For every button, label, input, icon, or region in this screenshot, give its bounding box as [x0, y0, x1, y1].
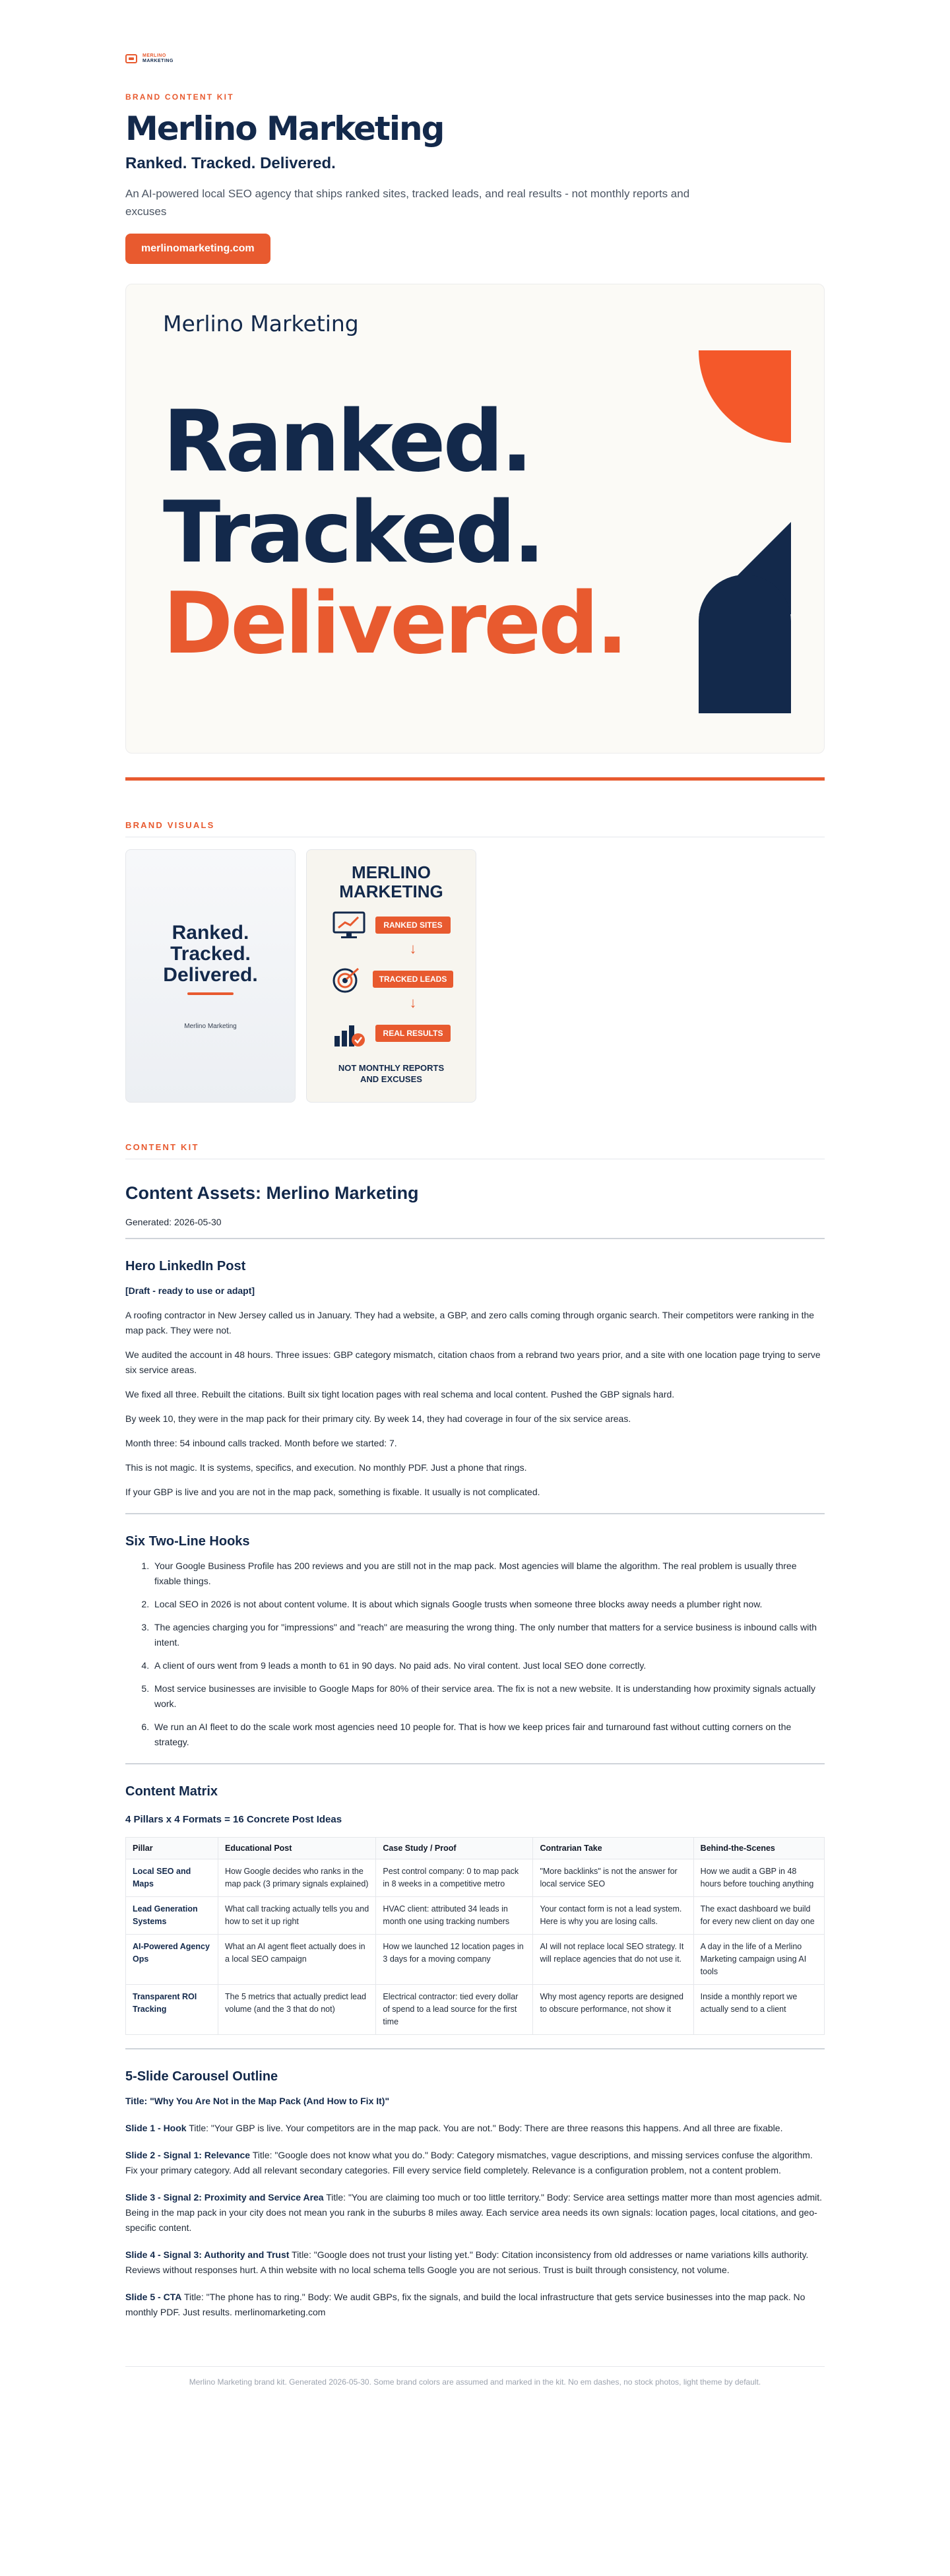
page-footer: Merlino Marketing brand kit. Generated 2026-05-30. Some brand colors are assumed and marked in the kit. No em dashes, no stock photos, light theme by default.: [125, 2366, 825, 2426]
hooks-heading: Six Two-Line Hooks: [125, 1534, 250, 1549]
hero-line-tracked: Tracked.: [163, 484, 543, 582]
carousel-title: [125, 2094, 825, 2109]
table-cell-pillar: Local SEO and Maps: [126, 1859, 218, 1897]
table-cell: "More backlinks" is not the answer for local service SEO: [533, 1859, 693, 1897]
draft-label: [Draft - ready to use or adapt]: [125, 1285, 255, 1296]
step-real-results: [332, 1019, 451, 1048]
brand-logo[interactable]: [125, 0, 825, 66]
carousel-slide: [125, 2190, 825, 2236]
visual-card-tagline[interactable]: [125, 849, 296, 1103]
card2-foot-line2: AND EXCUSES: [360, 1074, 422, 1084]
arrow-down-icon: ↓: [409, 994, 417, 1011]
section-divider: [125, 1513, 825, 1514]
carousel-title-text: Title: "Why You Are Not in the Map Pack (And How to Fix It)": [125, 2096, 390, 2106]
table-cell: A day in the life of a Merlino Marketing campaign using AI tools: [693, 1935, 824, 1985]
list-item: 3. The agencies charging you for "impressions" and "reach" are measuring the wrong thing. The only number that matters for a service business is inbound calls with intent.: [152, 1620, 825, 1650]
column-header: Case Study / Proof: [376, 1838, 533, 1859]
carousel-slide: [125, 2247, 825, 2278]
slide-text: Title: "Google does not know what you do." Body: Category mismatches, vague descriptions, and missing services confuse the algorithm. Fix your primary category. Add all relevant secondary categories. Fill every service field completely. Relevance is a configuration problem, not a content problem.: [125, 2150, 813, 2175]
hero-post-paragraph: A roofing contractor in New Jersey called us in January. They had a website, a GBP, and zero calls coming through organic search. Their competitors were ranking in the map pack. They were not.: [125, 1310, 815, 1336]
table-row: [126, 1985, 825, 2035]
carousel-slide: [125, 2121, 825, 2136]
table-cell-pillar: Lead Generation Systems: [126, 1897, 218, 1935]
step-ranked-sites: [332, 911, 451, 940]
target-icon: [329, 965, 364, 994]
column-header: Educational Post: [218, 1838, 376, 1859]
card1-accent-bar: [187, 992, 234, 995]
list-item: 5. Most service businesses are invisible to Google Maps for 80% of their service area. The fix is not a new website. It is understanding how proximity signals actually work.: [152, 1681, 825, 1712]
list-item: 6. We run an AI fleet to do the scale work most agencies need 10 people for. That is how we keep prices fair and turnaround fast without cutting corners on the strategy.: [152, 1720, 825, 1750]
table-cell: Electrical contractor: tied every dollar of spend to a lead source for the first time: [376, 1985, 533, 2035]
website-link-button[interactable]: merlinomarketing.com: [125, 234, 270, 264]
hero-brand-name: Merlino Marketing: [163, 311, 359, 337]
slide-lead: Slide 2 - Signal 1: Relevance: [125, 2150, 251, 2160]
orange-divider: [125, 777, 825, 781]
logo-mark-icon: [125, 54, 137, 63]
generated-date: Generated: 2026-05-30: [125, 1217, 825, 1239]
matrix-heading: Content Matrix: [125, 1784, 218, 1799]
draft-note: [125, 1283, 825, 1299]
slide-text: Title: "You are claiming too much or too little territory." Body: Service area settings matter more than most agencies admit. Being in the map pack in your city does not mean you rank in the suburbs 8 miles away. Each service area needs its own signals: location pages, local citations, and geo-specific content.: [125, 2192, 822, 2233]
table-cell: Pest control company: 0 to map pack in 8 weeks in a competitive metro: [376, 1859, 533, 1897]
table-cell: Your contact form is not a lead system. Here is why you are losing calls.: [533, 1897, 693, 1935]
carousel-slide: [125, 2148, 825, 2178]
table-cell: How Google decides who ranks in the map pack (3 primary signals explained): [218, 1859, 376, 1897]
slide-text: Title: "Google does not trust your listing yet." Body: Citation inconsistency from old addresses or name variations kills authority. Reviews without responses hurt. A thin website with no local schema tells Google you are not serious. Trust is built through consistency, not volume.: [125, 2249, 809, 2275]
card1-line3: Delivered.: [163, 963, 258, 986]
section-divider: [125, 1763, 825, 1764]
carousel-heading: 5-Slide Carousel Outline: [125, 2069, 278, 2084]
table-cell: Why most agency reports are designed to obscure performance, not show it: [533, 1985, 693, 2035]
column-header: Contrarian Take: [533, 1838, 693, 1859]
hero-post-paragraph: We audited the account in 48 hours. Three issues: GBP category mismatch, citation chaos from a rebrand two years prior, and a site with one location page trying to serve six service areas.: [125, 1349, 821, 1375]
logo-text: [142, 53, 174, 64]
page-title: Merlino Marketing: [125, 110, 444, 148]
column-header: Pillar: [126, 1838, 218, 1859]
table-row: [126, 1859, 825, 1897]
card2-title-line1: MERLINO: [352, 862, 431, 882]
slide-lead: Slide 5 - CTA: [125, 2292, 182, 2302]
tagline: Ranked. Tracked. Delivered.: [125, 154, 336, 172]
slide-text: Title: "Your GBP is live. Your competitors are in the map pack. You are not." Body: There are three reasons this happens. And all three are fixable.: [186, 2123, 783, 2133]
list-item: 1. Your Google Business Profile has 200 reviews and you are still not in the map pack. Most agencies will blame the algorithm. The real problem is usually three fixable things.: [152, 1559, 825, 1589]
list-item: 2. Local SEO in 2026 is not about content volume. It is about which signals Google trusts when someone three blocks away needs a plumber right now.: [152, 1597, 825, 1612]
step-label-ranked-sites: RANKED SITES: [375, 917, 451, 934]
table-cell: How we audit a GBP in 48 hours before touching anything: [693, 1859, 824, 1897]
orange-quarter-circle-shape: [699, 350, 791, 443]
header-eyebrow: BRAND CONTENT KIT: [125, 92, 234, 102]
content-matrix-table: [125, 1837, 825, 2035]
table-cell: AI will not replace local SEO strategy. It will replace agencies that do not use it.: [533, 1935, 693, 1985]
card1-brand: Merlino Marketing: [184, 1022, 237, 1030]
content-kit-title: Content Assets: Merlino Marketing: [125, 1183, 419, 1203]
slide-lead: Slide 4 - Signal 3: Authority and Trust: [125, 2249, 290, 2260]
carousel-slide: [125, 2290, 825, 2320]
matrix-subheading: 4 Pillars x 4 Formats = 16 Concrete Post Ideas: [125, 1814, 342, 1825]
slide-lead: Slide 3 - Signal 2: Proximity and Service Area: [125, 2192, 324, 2203]
step-label-tracked-leads: TRACKED LEADS: [373, 971, 454, 988]
hero-post-paragraph: If your GBP is live and you are not in the map pack, something is fixable. It usually is not complicated.: [125, 1487, 540, 1497]
logo-line2: MARKETING: [142, 59, 174, 63]
card2-title: [339, 863, 443, 901]
step-tracked-leads: [329, 965, 454, 994]
card1-title: [163, 922, 257, 986]
card2-title-line2: MARKETING: [339, 882, 443, 901]
table-cell: What an AI agent fleet actually does in a local SEO campaign: [218, 1935, 376, 1985]
arrow-down-icon: ↓: [409, 940, 417, 957]
table-row: [126, 1897, 825, 1935]
hero-line-ranked: Ranked.: [163, 393, 530, 491]
hero-post-paragraph: Month three: 54 inbound calls tracked. Month before we started: 7.: [125, 1438, 397, 1448]
card2-foot-line1: NOT MONTHLY REPORTS: [338, 1063, 445, 1073]
brand-visuals-label: BRAND VISUALS: [125, 820, 825, 837]
brand-visuals-gallery: [125, 849, 825, 1103]
card1-line2: Tracked.: [170, 942, 251, 965]
table-cell: What call tracking actually tells you and how to set it up right: [218, 1897, 376, 1935]
slide-lead: Slide 1 - Hook: [125, 2123, 187, 2133]
table-cell: The 5 metrics that actually predict lead volume (and the 3 that do not): [218, 1985, 376, 2035]
column-header: Behind-the-Scenes: [693, 1838, 824, 1859]
navy-arch-shape: [699, 575, 791, 713]
section-divider: [125, 2048, 825, 2049]
table-cell: Inside a monthly report we actually send to a client: [693, 1985, 824, 2035]
monitor-chart-icon: [332, 911, 366, 940]
table-cell: How we launched 12 location pages in 3 days for a moving company: [376, 1935, 533, 1985]
hero-headline: [163, 393, 626, 673]
table-cell-pillar: AI-Powered Agency Ops: [126, 1935, 218, 1985]
table-row: [126, 1935, 825, 1985]
hero-line-delivered: Delivered.: [163, 575, 626, 673]
hooks-list: [125, 1559, 825, 1750]
table-cell-pillar: Transparent ROI Tracking: [126, 1985, 218, 2035]
content-kit-label: CONTENT KIT: [125, 1142, 825, 1159]
hero-banner: [125, 284, 825, 754]
table-cell: HVAC client: attributed 34 leads in month one using tracking numbers: [376, 1897, 533, 1935]
hero-post-paragraph: We fixed all three. Rebuilt the citations. Built six tight location pages with real schema and local content. Pushed the GBP signals hard.: [125, 1389, 675, 1400]
hero-post-paragraph: By week 10, they were in the map pack for their primary city. By week 14, they had coverage in four of the six service areas.: [125, 1413, 631, 1424]
bar-chart-check-icon: [332, 1019, 366, 1048]
hero-post-heading: Hero LinkedIn Post: [125, 1259, 246, 1273]
step-label-real-results: REAL RESULTS: [375, 1025, 451, 1042]
visual-card-infographic[interactable]: [306, 849, 476, 1103]
card1-line1: Ranked.: [172, 921, 249, 944]
list-item: 4. A client of ours went from 9 leads a month to 61 in 90 days. No paid ads. No viral content. Just local SEO done correctly.: [152, 1658, 825, 1673]
hero-post-paragraph: This is not magic. It is systems, specifics, and execution. No monthly PDF. Just a phone that rings.: [125, 1462, 527, 1473]
slide-text: Title: "The phone has to ring." Body: We audit GBPs, fix the signals, and build the local infrastructure that gets service businesses into the map pack. No monthly PDF. Just results. merlinomarketing.com: [125, 2292, 806, 2317]
logo-line1: MERLINO: [142, 53, 166, 58]
table-cell: The exact dashboard we build for every new client on day one: [693, 1897, 824, 1935]
table-header-row: [126, 1838, 825, 1859]
brand-description: An AI-powered local SEO agency that ships ranked sites, tracked leads, and real results - not monthly reports and excuses: [125, 187, 690, 218]
hero-geometric-shapes: [699, 350, 791, 726]
card2-footer: [338, 1062, 444, 1085]
